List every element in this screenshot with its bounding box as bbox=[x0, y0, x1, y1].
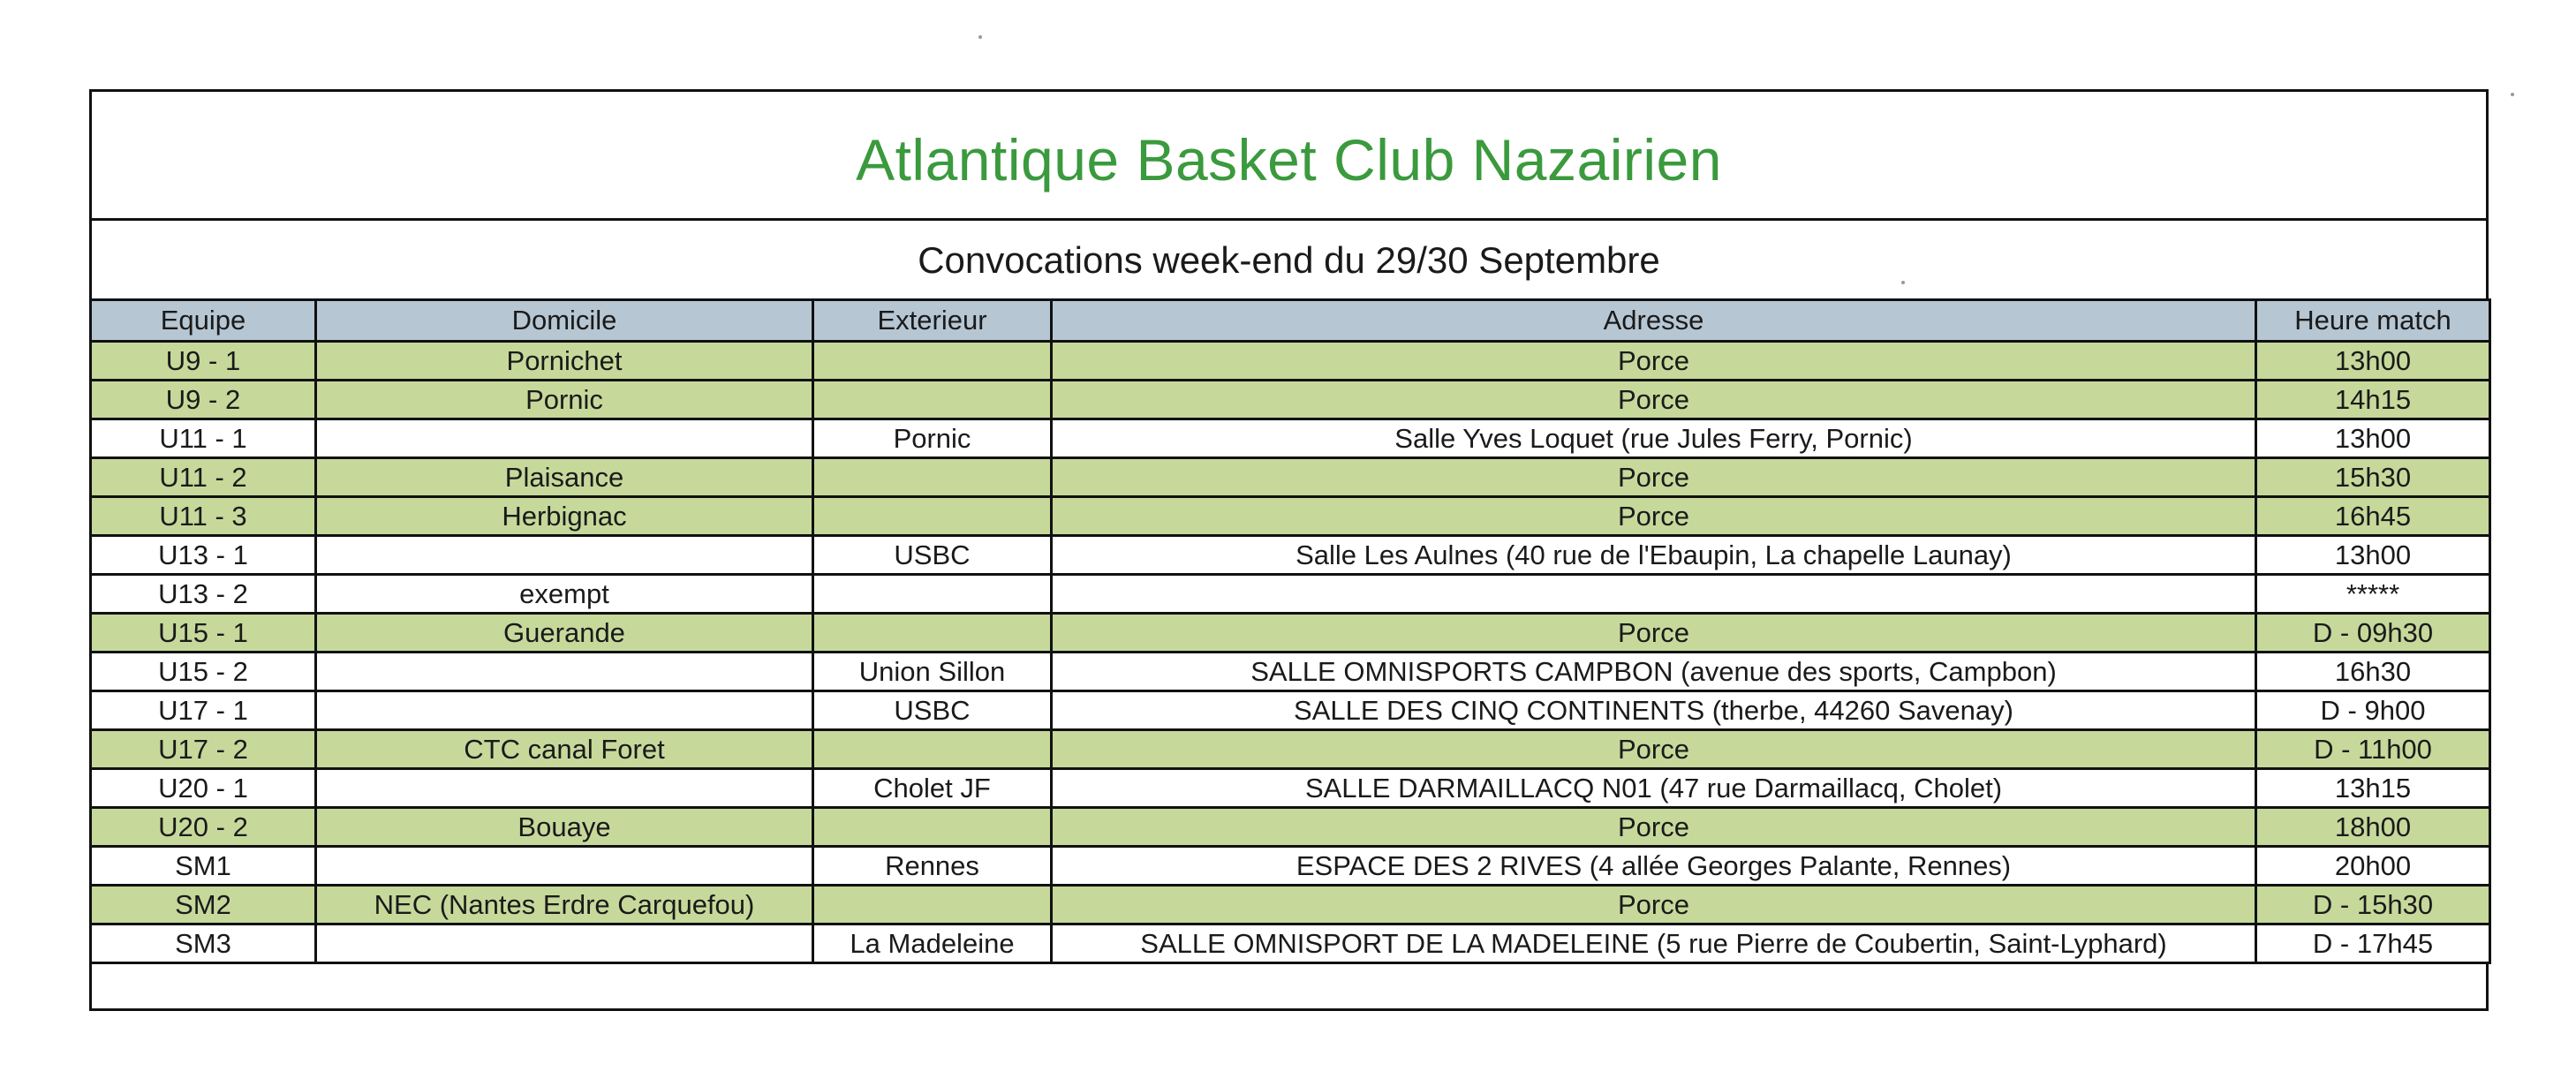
cell-exterieur bbox=[813, 730, 1052, 769]
cell-heure: 13h00 bbox=[2256, 342, 2490, 381]
convocations-sheet bbox=[89, 89, 2489, 1011]
table-row bbox=[91, 847, 2490, 886]
cell-domicile bbox=[316, 419, 813, 458]
cell-exterieur bbox=[813, 342, 1052, 381]
table-row bbox=[91, 730, 2490, 769]
cell-heure: 13h00 bbox=[2256, 536, 2490, 575]
table-row bbox=[91, 691, 2490, 730]
cell-heure: D - 15h30 bbox=[2256, 886, 2490, 924]
cell-domicile bbox=[316, 691, 813, 730]
cell-equipe: U9 - 1 bbox=[91, 342, 316, 381]
cell-adresse: SALLE DARMAILLACQ N01 (47 rue Darmaillacq, Cholet) bbox=[1052, 769, 2256, 808]
header-exterieur: Exterieur bbox=[813, 300, 1052, 342]
table-row bbox=[91, 419, 2490, 458]
cell-equipe: U17 - 2 bbox=[91, 730, 316, 769]
cell-heure: 14h15 bbox=[2256, 381, 2490, 419]
cell-adresse: SALLE DES CINQ CONTINENTS (therbe, 44260 Savenay) bbox=[1052, 691, 2256, 730]
cell-heure: D - 11h00 bbox=[2256, 730, 2490, 769]
cell-exterieur: USBC bbox=[813, 691, 1052, 730]
cell-exterieur bbox=[813, 808, 1052, 847]
cell-domicile: Pornic bbox=[316, 381, 813, 419]
cell-domicile: Herbignac bbox=[316, 497, 813, 536]
cell-heure: 16h30 bbox=[2256, 653, 2490, 691]
cell-equipe: U9 - 2 bbox=[91, 381, 316, 419]
table-row bbox=[91, 886, 2490, 924]
cell-equipe: U13 - 1 bbox=[91, 536, 316, 575]
club-title: Atlantique Basket Club Nazairien bbox=[856, 126, 1722, 192]
convocations-subtitle: Convocations week-end du 29/30 Septembre bbox=[918, 239, 1660, 281]
cell-equipe: U11 - 3 bbox=[91, 497, 316, 536]
cell-heure: 16h45 bbox=[2256, 497, 2490, 536]
cell-domicile: NEC (Nantes Erdre Carquefou) bbox=[316, 886, 813, 924]
cell-exterieur bbox=[813, 886, 1052, 924]
cell-equipe: U20 - 2 bbox=[91, 808, 316, 847]
cell-domicile: CTC canal Foret bbox=[316, 730, 813, 769]
table-row bbox=[91, 769, 2490, 808]
cell-heure: 20h00 bbox=[2256, 847, 2490, 886]
cell-domicile bbox=[316, 653, 813, 691]
table-row bbox=[91, 614, 2490, 653]
cell-equipe: U11 - 1 bbox=[91, 419, 316, 458]
cell-equipe: U15 - 2 bbox=[91, 653, 316, 691]
cell-adresse: Porce bbox=[1052, 497, 2256, 536]
cell-heure: 18h00 bbox=[2256, 808, 2490, 847]
cell-adresse: Salle Les Aulnes (40 rue de l'Ebaupin, La chapelle Launay) bbox=[1052, 536, 2256, 575]
table-body bbox=[91, 342, 2490, 963]
subtitle-row bbox=[92, 221, 2486, 300]
cell-domicile: Guerande bbox=[316, 614, 813, 653]
cell-adresse: Porce bbox=[1052, 808, 2256, 847]
cell-domicile bbox=[316, 769, 813, 808]
cell-exterieur bbox=[813, 497, 1052, 536]
cell-domicile: Pornichet bbox=[316, 342, 813, 381]
cell-equipe: SM2 bbox=[91, 886, 316, 924]
cell-heure: D - 09h30 bbox=[2256, 614, 2490, 653]
cell-equipe: U13 - 2 bbox=[91, 575, 316, 614]
scan-speck bbox=[978, 35, 982, 39]
cell-heure: 13h00 bbox=[2256, 419, 2490, 458]
cell-domicile bbox=[316, 847, 813, 886]
schedule-table bbox=[89, 298, 2491, 964]
cell-equipe: U11 - 2 bbox=[91, 458, 316, 497]
cell-exterieur bbox=[813, 381, 1052, 419]
cell-adresse bbox=[1052, 575, 2256, 614]
cell-exterieur: Rennes bbox=[813, 847, 1052, 886]
cell-domicile: Plaisance bbox=[316, 458, 813, 497]
cell-adresse: Porce bbox=[1052, 381, 2256, 419]
table-row bbox=[91, 381, 2490, 419]
table-row bbox=[91, 342, 2490, 381]
cell-heure: 15h30 bbox=[2256, 458, 2490, 497]
scan-speck bbox=[1901, 281, 1905, 284]
table-row bbox=[91, 536, 2490, 575]
cell-heure: D - 9h00 bbox=[2256, 691, 2490, 730]
table-row bbox=[91, 575, 2490, 614]
title-row bbox=[92, 92, 2486, 221]
header-domicile: Domicile bbox=[316, 300, 813, 342]
cell-equipe: U20 - 1 bbox=[91, 769, 316, 808]
cell-exterieur bbox=[813, 614, 1052, 653]
table-row bbox=[91, 497, 2490, 536]
cell-domicile: Bouaye bbox=[316, 808, 813, 847]
table-header-row bbox=[91, 300, 2490, 342]
table-row bbox=[91, 458, 2490, 497]
cell-equipe: SM3 bbox=[91, 924, 316, 963]
header-adresse: Adresse bbox=[1052, 300, 2256, 342]
cell-adresse: Porce bbox=[1052, 458, 2256, 497]
cell-equipe: SM1 bbox=[91, 847, 316, 886]
table-row bbox=[91, 653, 2490, 691]
cell-exterieur: USBC bbox=[813, 536, 1052, 575]
table-row bbox=[91, 924, 2490, 963]
header-heure-match: Heure match bbox=[2256, 300, 2490, 342]
cell-equipe: U15 - 1 bbox=[91, 614, 316, 653]
cell-adresse: Porce bbox=[1052, 730, 2256, 769]
cell-exterieur bbox=[813, 575, 1052, 614]
cell-adresse: ESPACE DES 2 RIVES (4 allée Georges Palante, Rennes) bbox=[1052, 847, 2256, 886]
cell-adresse: Porce bbox=[1052, 342, 2256, 381]
scan-speck bbox=[2511, 93, 2514, 96]
cell-heure: ***** bbox=[2256, 575, 2490, 614]
cell-heure: 13h15 bbox=[2256, 769, 2490, 808]
cell-exterieur: La Madeleine bbox=[813, 924, 1052, 963]
table-row bbox=[91, 808, 2490, 847]
cell-adresse: Porce bbox=[1052, 614, 2256, 653]
cell-domicile: exempt bbox=[316, 575, 813, 614]
header-equipe: Equipe bbox=[91, 300, 316, 342]
cell-heure: D - 17h45 bbox=[2256, 924, 2490, 963]
cell-equipe: U17 - 1 bbox=[91, 691, 316, 730]
cell-exterieur: Union Sillon bbox=[813, 653, 1052, 691]
cell-domicile bbox=[316, 924, 813, 963]
cell-adresse: Salle Yves Loquet (rue Jules Ferry, Pornic) bbox=[1052, 419, 2256, 458]
cell-adresse: SALLE OMNISPORT DE LA MADELEINE (5 rue Pierre de Coubertin, Saint-Lyphard) bbox=[1052, 924, 2256, 963]
cell-exterieur bbox=[813, 458, 1052, 497]
cell-domicile bbox=[316, 536, 813, 575]
cell-exterieur: Pornic bbox=[813, 419, 1052, 458]
cell-exterieur: Cholet JF bbox=[813, 769, 1052, 808]
cell-adresse: SALLE OMNISPORTS CAMPBON (avenue des sports, Campbon) bbox=[1052, 653, 2256, 691]
cell-adresse: Porce bbox=[1052, 886, 2256, 924]
